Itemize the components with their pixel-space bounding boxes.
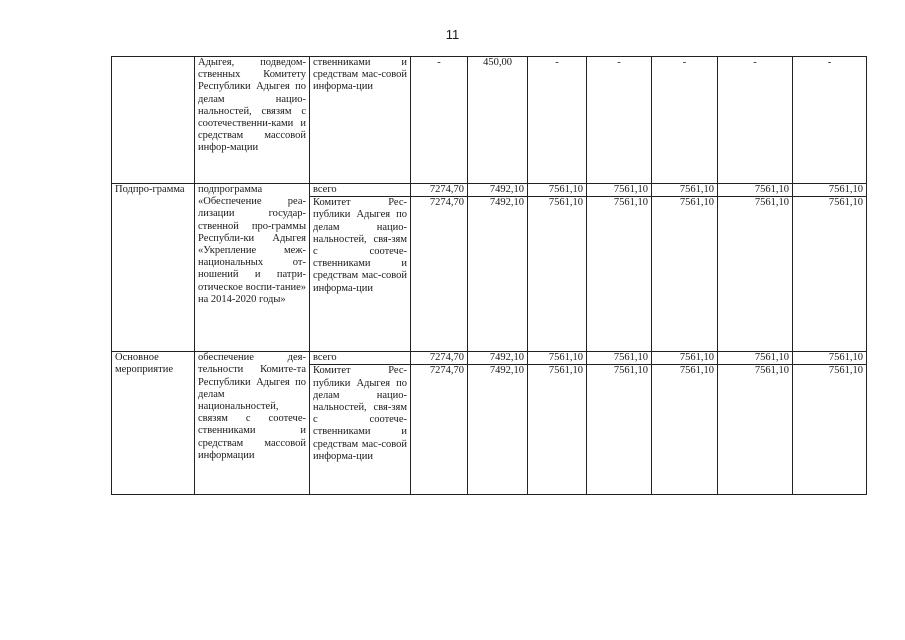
total-value-cell: 7561,10 (652, 184, 718, 197)
total-value-cell: 7561,10 (528, 184, 587, 197)
executor-cell: ственниками и средствам мас-совой информа-ции (310, 57, 411, 184)
total-value-cell: 7492,10 (468, 352, 528, 365)
budget-table (111, 56, 867, 495)
program-name-cell: подпрограмма «Обеспечение реа-лизации государ-ственной про-граммы Республи-ки Адыгея «Укрепление меж-национальных от-ношений и патри-отическое воспи-тание» на 2014-2020 годы» (195, 184, 310, 352)
value-cell: 7492,10 (468, 365, 528, 495)
value-cell: 7274,70 (411, 365, 468, 495)
total-value-cell: 7561,10 (587, 352, 652, 365)
value-cell: - (411, 57, 468, 184)
executor-cell: Комитет Рес-публики Адыгея по делам нацио-нальностей, свя-зям с соотече-ственниками и средствам мас-совой информа-ции (310, 365, 411, 495)
total-value-cell: 7561,10 (718, 184, 793, 197)
table-row (112, 57, 867, 184)
executor-cell: Комитет Рес-публики Адыгея по делам нацио-нальностей, свя-зям с соотече-ственниками и средствам мас-совой информа-ции (310, 197, 411, 352)
value-cell: 7561,10 (587, 197, 652, 352)
total-value-cell: 7561,10 (587, 184, 652, 197)
total-value-cell: 7274,70 (411, 184, 468, 197)
value-cell: 7561,10 (528, 197, 587, 352)
value-cell: 7492,10 (468, 197, 528, 352)
value-cell: 7274,70 (411, 197, 468, 352)
value-cell: 7561,10 (718, 365, 793, 495)
status-cell: Основное мероприятие (112, 352, 195, 495)
value-cell: 7561,10 (528, 365, 587, 495)
value-cell: - (718, 57, 793, 184)
value-cell: 450,00 (468, 57, 528, 184)
status-cell (112, 57, 195, 184)
total-value-cell: 7561,10 (652, 352, 718, 365)
value-cell: 7561,10 (587, 365, 652, 495)
table-row (112, 352, 867, 365)
value-cell: 7561,10 (652, 365, 718, 495)
status-cell: Подпро-грамма (112, 184, 195, 352)
total-value-cell: 7561,10 (793, 352, 867, 365)
total-value-cell: 7561,10 (793, 184, 867, 197)
value-cell: - (793, 57, 867, 184)
page-number: 11 (445, 27, 460, 42)
value-cell: - (587, 57, 652, 184)
total-value-cell: 7492,10 (468, 184, 528, 197)
value-cell: 7561,10 (718, 197, 793, 352)
total-value-cell: 7561,10 (718, 352, 793, 365)
program-name-cell: Адыгея, подведом-ственных Комитету Республики Адыгея по делам нацио-нальностей, связям с соотечественни-ками и средствам массовой инфор-мации (195, 57, 310, 184)
value-cell: 7561,10 (793, 197, 867, 352)
total-label-cell: всего (310, 352, 411, 365)
value-cell: - (528, 57, 587, 184)
value-cell: 7561,10 (793, 365, 867, 495)
total-value-cell: 7561,10 (528, 352, 587, 365)
program-name-cell: обеспечение дея-тельности Комите-та Республики Адыгея по делам национальностей, связям с соотече-ственниками и средствам массовой информации (195, 352, 310, 495)
value-cell: 7561,10 (652, 197, 718, 352)
total-label-cell: всего (310, 184, 411, 197)
total-value-cell: 7274,70 (411, 352, 468, 365)
value-cell: - (652, 57, 718, 184)
table-row (112, 184, 867, 197)
